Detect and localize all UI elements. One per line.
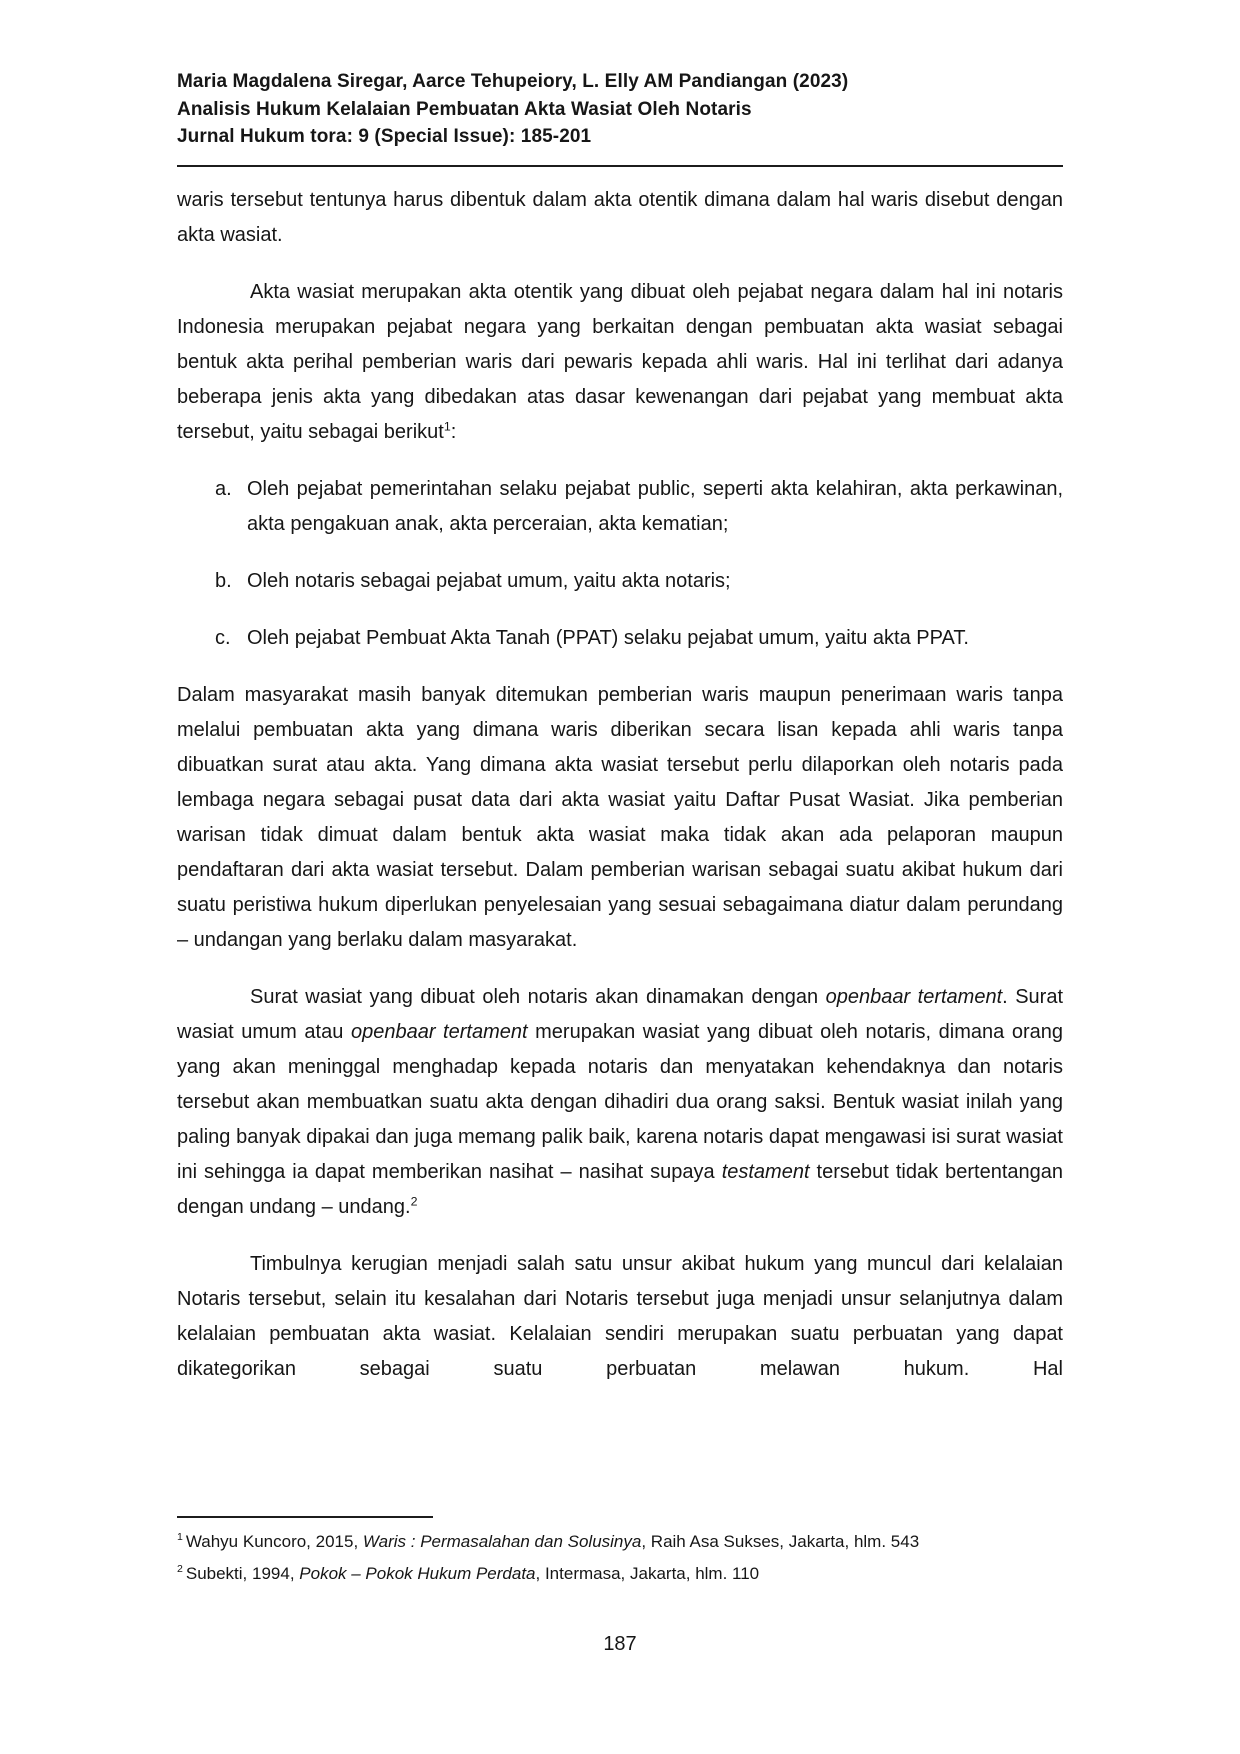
text-run: waris tersebut tentunya harus dibentuk dalam akta otentik dimana dalam hal waris disebut dengan akta wasiat. [177,188,1063,246]
footnote-divider [177,1516,433,1518]
footnote [177,1558,1063,1590]
footnote-ref: 2 [410,1193,418,1208]
header-authors: Maria Magdalena Siregar, Aarce Tehupeiory, L. Elly AM Pandiangan (2023) [177,71,849,92]
text-run: Timbulnya kerugian menjadi salah satu unsur akibat hukum yang muncul dari kelalaian Notaris tersebut, selain itu kesalahan dari Notaris tersebut juga menjadi unsur selanjutnya dalam kelalaian pembuatan akta wasiat. Kelalaian sendiri merupakan suatu perbuatan yang dapat dikategorikan sebagai suatu perbuatan melawan hukum. Hal [177,1252,1063,1380]
list-item [177,621,1063,656]
paragraph [177,980,1063,1225]
italic-text-run: Pokok – Pokok Hukum Perdata [299,1564,536,1583]
text-run: tersebut tidak bertentangan dengan undang – undang. [177,1160,1063,1218]
italic-text-run: Waris : Permasalahan dan Solusinya [362,1532,642,1551]
text-run: . Surat wasiat umum atau [177,985,1064,1043]
text-run: Oleh pejabat pemerintahan selaku pejabat public, seperti akta kelahiran, akta perkawinan, akta pengakuan anak, akta perceraian, akta kematian; [247,477,1063,535]
page-header [177,0,1063,151]
italic-text-run: openbaar tertament [825,985,1003,1008]
header-article-title: Analisis Hukum Kelalaian Pembuatan Akta Wasiat Oleh Notaris [177,98,752,120]
document-body [177,183,1063,1387]
list-item [177,472,1063,542]
footnote-marker: 1 [177,1531,183,1544]
italic-text-run: openbaar tertament [350,1020,528,1043]
footnote-marker: 2 [177,1563,183,1576]
text-run: Subekti, 1994, [185,1564,300,1583]
text-run: , Raih Asa Sukses, Jakarta, hlm. 543 [641,1532,920,1551]
header-divider [177,165,1063,167]
footnote-ref: 1 [443,418,451,433]
italic-text-run: testament [721,1160,810,1183]
paragraph [177,1247,1063,1387]
text-run: Surat wasiat yang dibuat oleh notaris akan dinamakan dengan [250,985,826,1008]
text-run: Oleh notaris sebagai pejabat umum, yaitu akta notaris; [247,569,731,592]
page-number: 187 [603,1633,637,1655]
text-run: Dalam masyarakat masih banyak ditemukan pemberian waris maupun penerimaan waris tanpa melalui pembuatan akta yang dimana waris diberikan secara lisan kepada ahli waris tanpa dibuatkan surat atau akta. Yang dimana akta wasiat tersebut perlu dilaporkan oleh notaris pada lembaga negara sebagai pusat data dari akta wasiat yaitu Daftar Pusat Wasiat. Jika pemberian warisan tidak dimuat dalam bentuk akta wasiat maka tidak akan ada pelaporan maupun pendaftaran dari akta wasiat tersebut. Dalam pemberian warisan sebagai suatu akibat hukum dari suatu peristiwa hukum diperlukan penyelesaian yang sesuai sebagaimana diatur dalam perundang – undangan yang berlaku dalam masyarakat. [177,683,1063,951]
text-run: Akta wasiat merupakan akta otentik yang dibuat oleh pejabat negara dalam hal ini notaris Indonesia merupakan pejabat negara yang berkaitan dengan pembuatan akta wasiat sebagai bentuk akta perihal pemberian waris dari pewaris kepada ahli waris. Hal ini terlihat dari adanya beberapa jenis akta yang dibedakan atas dasar kewenangan dari pejabat yang membuat akta tersebut, yaitu sebagai berikut [177,280,1063,443]
header-journal-citation: Jurnal Hukum tora: 9 (Special Issue): 185-201 [177,126,592,147]
footnotes-list [177,1526,1063,1590]
content-column [177,0,1063,1409]
paragraph [177,275,1063,450]
text-run: , Intermasa, Jakarta, hlm. 110 [535,1564,760,1583]
text-run: merupakan wasiat yang dibuat oleh notaris, dimana orang yang akan meninggal menghadap kepada notaris dan menyatakan kehendaknya dan notaris tersebut akan membuatkan suatu akta dengan dihadiri dua orang saksi. Bentuk wasiat inilah yang paling banyak dipakai dan juga memang palik baik, karena notaris dapat mengawasi isi surat wasiat ini sehingga ia dapat memberikan nasihat – nasihat supaya [177,1020,1063,1183]
list-marker: a. [215,477,232,500]
text-run: : [450,420,457,443]
text-run: Oleh pejabat Pembuat Akta Tanah (PPAT) selaku pejabat umum, yaitu akta PPAT. [247,626,969,649]
list-item [177,564,1063,599]
footnotes-section [177,1516,1063,1590]
text-run: Wahyu Kuncoro, 2015, [185,1532,363,1551]
list-marker: b. [215,569,232,592]
list-marker: c. [215,626,231,649]
footnote [177,1526,1063,1558]
paragraph [177,183,1063,253]
paragraph [177,678,1063,958]
